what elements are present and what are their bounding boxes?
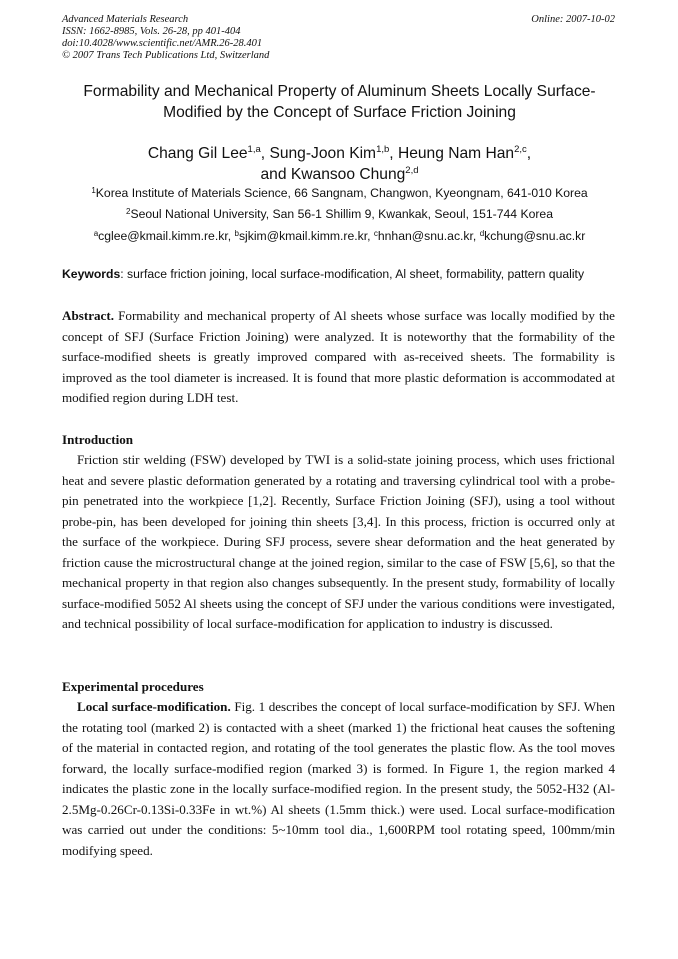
author-list: Chang Gil Lee$^{1,a}$, Sung-Joon Kim$^{1,b}$, Heung Nam Han$^{2,c}$, and Kwansoo Chung$^{2,d}$ <box>147 144 532 183</box>
author-superscript: 2,c <box>514 144 527 155</box>
affiliation-text: Seoul National University, San 56-1 Shillim 9, Kwankak, Seoul, 151-744 Korea <box>130 207 553 221</box>
journal-header <box>62 14 269 62</box>
abstract-text: Formability and mechanical property of Al sheets whose surface was locally modified by the concept of SFJ (Surface Friction Joining) were analyzed. It is noteworthy that the formability of the surface-modified sheets is greatly improved compared with as-received sheets. The formability is improved as the tool diameter is increased. It is found that more plastic deformation is accommodated at modified region during LDH test. <box>62 308 615 405</box>
paper-title: Formability and Mechanical Property of Aluminum Sheets Locally Surface-Modified by the Concept of Surface Friction Joining <box>83 83 596 121</box>
journal-name: Advanced Materials Research <box>62 14 189 25</box>
email-superscript: a <box>93 229 99 238</box>
email-list: $^a$cglee@kmail.kimm.re.kr, $^b$sjkim@kmail.kimm.re.kr, $^c$hnhan@snu.ac.kr, $^d$kchung@snu.ac.kr <box>93 229 586 243</box>
author-name: Heung Nam Han <box>397 145 515 162</box>
author-and: and <box>260 166 287 183</box>
author-superscript: 1,a <box>247 144 261 155</box>
affiliation-2 <box>62 206 617 222</box>
email-address[interactable]: sjkim@kmail.kimm.re.kr <box>238 229 368 243</box>
email-superscript: d <box>479 229 485 238</box>
email-address[interactable]: hnhan@snu.ac.kr <box>377 229 473 243</box>
affiliation-text: Korea Institute of Materials Science, 66 Sangnam, Changwon, Kyeongnam, 641-010 Korea <box>95 186 588 200</box>
subsection-label: Local surface-modification. <box>77 699 231 714</box>
author-name: Kwansoo Chung <box>290 166 406 183</box>
experimental-text: Fig. 1 describes the concept of local surface-modification by SFJ. When the rotating tool (marked 2) is contacted with a sheet (marked 1) the frictional heat causes the softening of the material in contacted region, and rotating of the tool generates the plastic flow. As the tool moves forward, the locally surface-modified region (marked 3) is formed. In Figure 1, the region marked 4 indicates the plastic zone in the locally surface-modified region. In the present study, the 5052-H32 (Al-2.5Mg-0.26Cr-0.13Si-0.33Fe in wt.%) Al sheets (1.5mm thick.) were used. Local surface-modification was carried out under the conditions: 5~10mm tool dia., 1,600RPM tool rotating speed, 100mm/min modifying speed. <box>62 699 615 858</box>
doi-line: doi:10.4028/www.scientific.net/AMR.26-28.401 <box>62 38 263 49</box>
affiliation-superscript: 1 <box>91 186 96 195</box>
author-name: Chang Gil Lee <box>147 145 248 162</box>
affiliation-superscript: 2 <box>126 207 131 216</box>
email-address[interactable]: kchung@snu.ac.kr <box>484 229 586 243</box>
abstract-paragraph <box>62 306 615 409</box>
email-superscript: c <box>373 229 378 238</box>
introduction-heading: Introduction <box>62 432 134 447</box>
author-name: Sung-Joon Kim <box>269 145 377 162</box>
abstract-label: Abstract. <box>62 308 114 323</box>
introduction-paragraph: Friction stir welding (FSW) developed by TWI is a solid-state joining process, which uses frictional heat and severe plastic deformation generated by a rotating and traversing cylindrical tool with a probe-pin penetrated into the workpiece [1,2]. Recently, Surface Friction Joining (SFJ), using a tool without probe-pin, has been developed for joining thin sheets [3,4]. In this process, friction is occurred only at the surface of the workpiece. During SFJ process, severe shear deformation and the heat generated by friction cause the microstructural change at the joined region, similar to the case of FSW [5,6], so that the mechanical property in that region also changes subsequently. In the present study, formability of locally surface-modified 5052 Al sheets using the concept of SFJ under the various conditions were investigated, and technical possibility of local surface-modification for application to industry is discussed. <box>62 452 615 631</box>
email-superscript: b <box>234 229 239 238</box>
email-address[interactable]: cglee@kmail.kimm.re.kr <box>98 229 228 243</box>
online-date: Online: 2007-10-02 <box>531 14 615 25</box>
affiliation-1 <box>62 185 617 201</box>
experimental-heading: Experimental procedures <box>62 679 204 694</box>
author-superscript: 1,b <box>376 144 390 155</box>
experimental-paragraph <box>62 697 615 861</box>
issn-line: ISSN: 1662-8985, Vols. 26-28, pp 401-404 <box>62 26 241 37</box>
author-superscript: 2,d <box>405 165 419 176</box>
keywords-text: : surface friction joining, local surface-modification, Al sheet, formability, pattern quality <box>120 267 585 281</box>
keywords-line <box>62 266 617 282</box>
keywords-label: Keywords <box>62 267 121 281</box>
copyright-line: © 2007 Trans Tech Publications Ltd, Switzerland <box>62 50 270 61</box>
